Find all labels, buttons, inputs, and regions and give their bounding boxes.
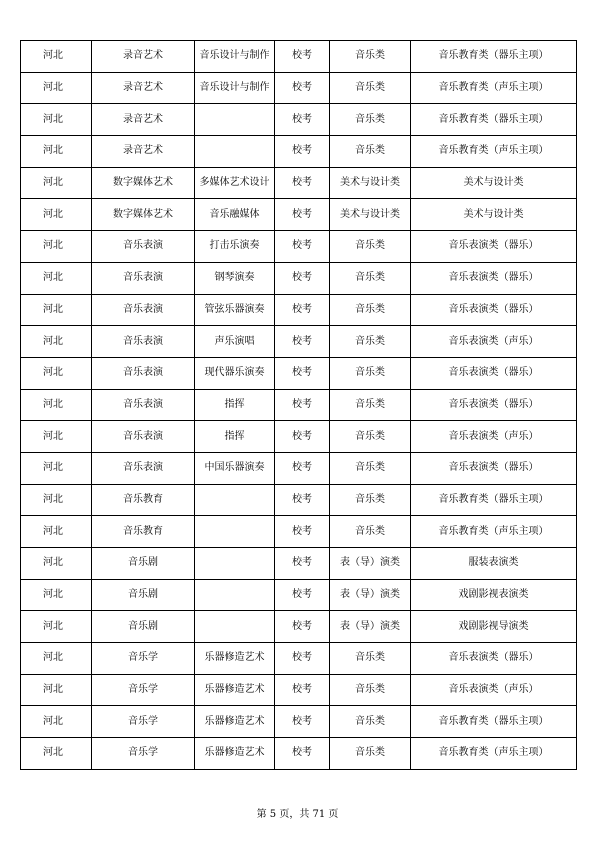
cell-exam-category: 音乐类 [330,643,411,675]
cell-direction: 音乐设计与制作 [195,72,275,104]
cell-recognized-category: 音乐表演类（声乐） [411,421,577,453]
cell-direction [195,516,275,548]
cell-exam-category: 音乐类 [330,389,411,421]
cell-major: 音乐剧 [92,548,195,580]
cell-province: 河北 [21,421,92,453]
cell-direction [195,611,275,643]
cell-exam-type: 校考 [275,199,330,231]
table-row [21,326,577,358]
cell-direction: 多媒体艺术设计 [195,167,275,199]
cell-province: 河北 [21,548,92,580]
table-row [21,199,577,231]
cell-direction: 声乐演唱 [195,326,275,358]
cell-major: 录音艺术 [92,104,195,136]
cell-major: 音乐表演 [92,326,195,358]
cell-direction: 乐器修造艺术 [195,643,275,675]
cell-major: 音乐表演 [92,294,195,326]
cell-direction: 音乐设计与制作 [195,41,275,73]
table-row [21,706,577,738]
page-number: 第 5 页，共 71 页 [256,809,339,820]
cell-recognized-category: 音乐教育类（器乐主项） [411,41,577,73]
cell-major: 音乐学 [92,706,195,738]
cell-province: 河北 [21,579,92,611]
cell-exam-type: 校考 [275,516,330,548]
cell-direction: 乐器修造艺术 [195,674,275,706]
cell-recognized-category: 音乐表演类（器乐） [411,357,577,389]
table-row [21,738,577,770]
cell-direction [195,136,275,168]
cell-recognized-category: 音乐教育类（声乐主项） [411,72,577,104]
table-row [21,452,577,484]
cell-direction: 乐器修造艺术 [195,738,275,770]
cell-exam-category: 音乐类 [330,262,411,294]
cell-recognized-category: 音乐表演类（器乐） [411,643,577,675]
cell-major: 音乐表演 [92,231,195,263]
cell-recognized-category: 音乐教育类（器乐主项） [411,706,577,738]
cell-exam-type: 校考 [275,484,330,516]
table-row [21,262,577,294]
cell-major: 数字媒体艺术 [92,199,195,231]
table-row [21,104,577,136]
cell-recognized-category: 音乐表演类（器乐） [411,294,577,326]
cell-recognized-category: 美术与设计类 [411,167,577,199]
cell-direction [195,579,275,611]
cell-exam-type: 校考 [275,167,330,199]
cell-exam-category: 音乐类 [330,484,411,516]
table-row [21,611,577,643]
cell-province: 河北 [21,516,92,548]
cell-recognized-category: 音乐表演类（器乐） [411,231,577,263]
cell-province: 河北 [21,136,92,168]
cell-province: 河北 [21,326,92,358]
cell-province: 河北 [21,484,92,516]
table-row [21,136,577,168]
table-body [21,41,577,770]
cell-major: 音乐学 [92,674,195,706]
cell-exam-type: 校考 [275,104,330,136]
cell-province: 河北 [21,357,92,389]
cell-direction: 音乐融媒体 [195,199,275,231]
cell-direction: 指挥 [195,389,275,421]
cell-exam-type: 校考 [275,706,330,738]
cell-exam-category: 音乐类 [330,738,411,770]
cell-direction [195,548,275,580]
cell-direction [195,484,275,516]
table-row [21,72,577,104]
cell-province: 河北 [21,674,92,706]
cell-exam-type: 校考 [275,579,330,611]
table-row [21,41,577,73]
cell-province: 河北 [21,104,92,136]
table-row [21,421,577,453]
cell-recognized-category: 戏剧影视表演类 [411,579,577,611]
cell-major: 音乐学 [92,643,195,675]
cell-exam-category: 音乐类 [330,452,411,484]
table-row [21,643,577,675]
cell-province: 河北 [21,389,92,421]
cell-major: 音乐表演 [92,357,195,389]
cell-exam-type: 校考 [275,674,330,706]
cell-exam-type: 校考 [275,136,330,168]
cell-exam-category: 音乐类 [330,104,411,136]
cell-major: 音乐教育 [92,516,195,548]
table-row [21,167,577,199]
cell-exam-category: 音乐类 [330,674,411,706]
table-row [21,579,577,611]
cell-recognized-category: 音乐表演类（声乐） [411,326,577,358]
cell-province: 河北 [21,294,92,326]
cell-recognized-category: 音乐教育类（声乐主项） [411,738,577,770]
cell-major: 音乐表演 [92,421,195,453]
cell-direction: 中国乐器演奏 [195,452,275,484]
cell-province: 河北 [21,72,92,104]
cell-province: 河北 [21,738,92,770]
cell-exam-category: 表（导）演类 [330,611,411,643]
cell-recognized-category: 音乐表演类（器乐） [411,452,577,484]
cell-major: 音乐表演 [92,452,195,484]
cell-major: 录音艺术 [92,41,195,73]
cell-exam-category: 音乐类 [330,136,411,168]
cell-major: 音乐教育 [92,484,195,516]
cell-major: 音乐表演 [92,262,195,294]
cell-major: 录音艺术 [92,72,195,104]
cell-exam-type: 校考 [275,738,330,770]
cell-exam-type: 校考 [275,41,330,73]
cell-exam-type: 校考 [275,611,330,643]
table-row [21,548,577,580]
cell-direction: 指挥 [195,421,275,453]
cell-recognized-category: 戏剧影视导演类 [411,611,577,643]
cell-direction: 钢琴演奏 [195,262,275,294]
cell-major: 录音艺术 [92,136,195,168]
cell-exam-category: 音乐类 [330,516,411,548]
cell-province: 河北 [21,231,92,263]
cell-recognized-category: 服装表演类 [411,548,577,580]
cell-exam-category: 音乐类 [330,357,411,389]
cell-province: 河北 [21,611,92,643]
cell-exam-type: 校考 [275,548,330,580]
cell-major: 音乐表演 [92,389,195,421]
cell-exam-type: 校考 [275,452,330,484]
cell-exam-type: 校考 [275,389,330,421]
table-row [21,231,577,263]
cell-exam-category: 表（导）演类 [330,548,411,580]
cell-recognized-category: 美术与设计类 [411,199,577,231]
table-row [21,294,577,326]
table-row [21,484,577,516]
cell-exam-type: 校考 [275,326,330,358]
cell-direction: 管弦乐器演奏 [195,294,275,326]
cell-province: 河北 [21,199,92,231]
cell-exam-category: 美术与设计类 [330,199,411,231]
cell-recognized-category: 音乐表演类（器乐） [411,389,577,421]
cell-recognized-category: 音乐教育类（声乐主项） [411,516,577,548]
cell-exam-category: 音乐类 [330,326,411,358]
cell-exam-type: 校考 [275,421,330,453]
table-row [21,389,577,421]
cell-direction [195,104,275,136]
cell-recognized-category: 音乐教育类（声乐主项） [411,136,577,168]
cell-exam-type: 校考 [275,262,330,294]
cell-province: 河北 [21,41,92,73]
cell-direction: 打击乐演奏 [195,231,275,263]
cell-major: 音乐剧 [92,579,195,611]
cell-exam-category: 音乐类 [330,706,411,738]
cell-exam-category: 美术与设计类 [330,167,411,199]
cell-exam-type: 校考 [275,294,330,326]
cell-exam-type: 校考 [275,231,330,263]
cell-province: 河北 [21,706,92,738]
cell-exam-type: 校考 [275,72,330,104]
cell-recognized-category: 音乐表演类（器乐） [411,262,577,294]
cell-recognized-category: 音乐表演类（声乐） [411,674,577,706]
cell-province: 河北 [21,452,92,484]
cell-exam-type: 校考 [275,643,330,675]
table-row [21,674,577,706]
admission-table [20,40,577,770]
cell-exam-category: 音乐类 [330,421,411,453]
cell-major: 音乐学 [92,738,195,770]
cell-exam-category: 音乐类 [330,72,411,104]
cell-province: 河北 [21,643,92,675]
cell-direction: 现代器乐演奏 [195,357,275,389]
cell-province: 河北 [21,167,92,199]
cell-exam-category: 音乐类 [330,41,411,73]
cell-major: 数字媒体艺术 [92,167,195,199]
cell-province: 河北 [21,262,92,294]
cell-recognized-category: 音乐教育类（器乐主项） [411,484,577,516]
table-row [21,357,577,389]
cell-recognized-category: 音乐教育类（器乐主项） [411,104,577,136]
cell-exam-category: 音乐类 [330,294,411,326]
cell-exam-category: 表（导）演类 [330,579,411,611]
cell-exam-category: 音乐类 [330,231,411,263]
cell-exam-type: 校考 [275,357,330,389]
cell-direction: 乐器修造艺术 [195,706,275,738]
cell-major: 音乐剧 [92,611,195,643]
table-row [21,516,577,548]
